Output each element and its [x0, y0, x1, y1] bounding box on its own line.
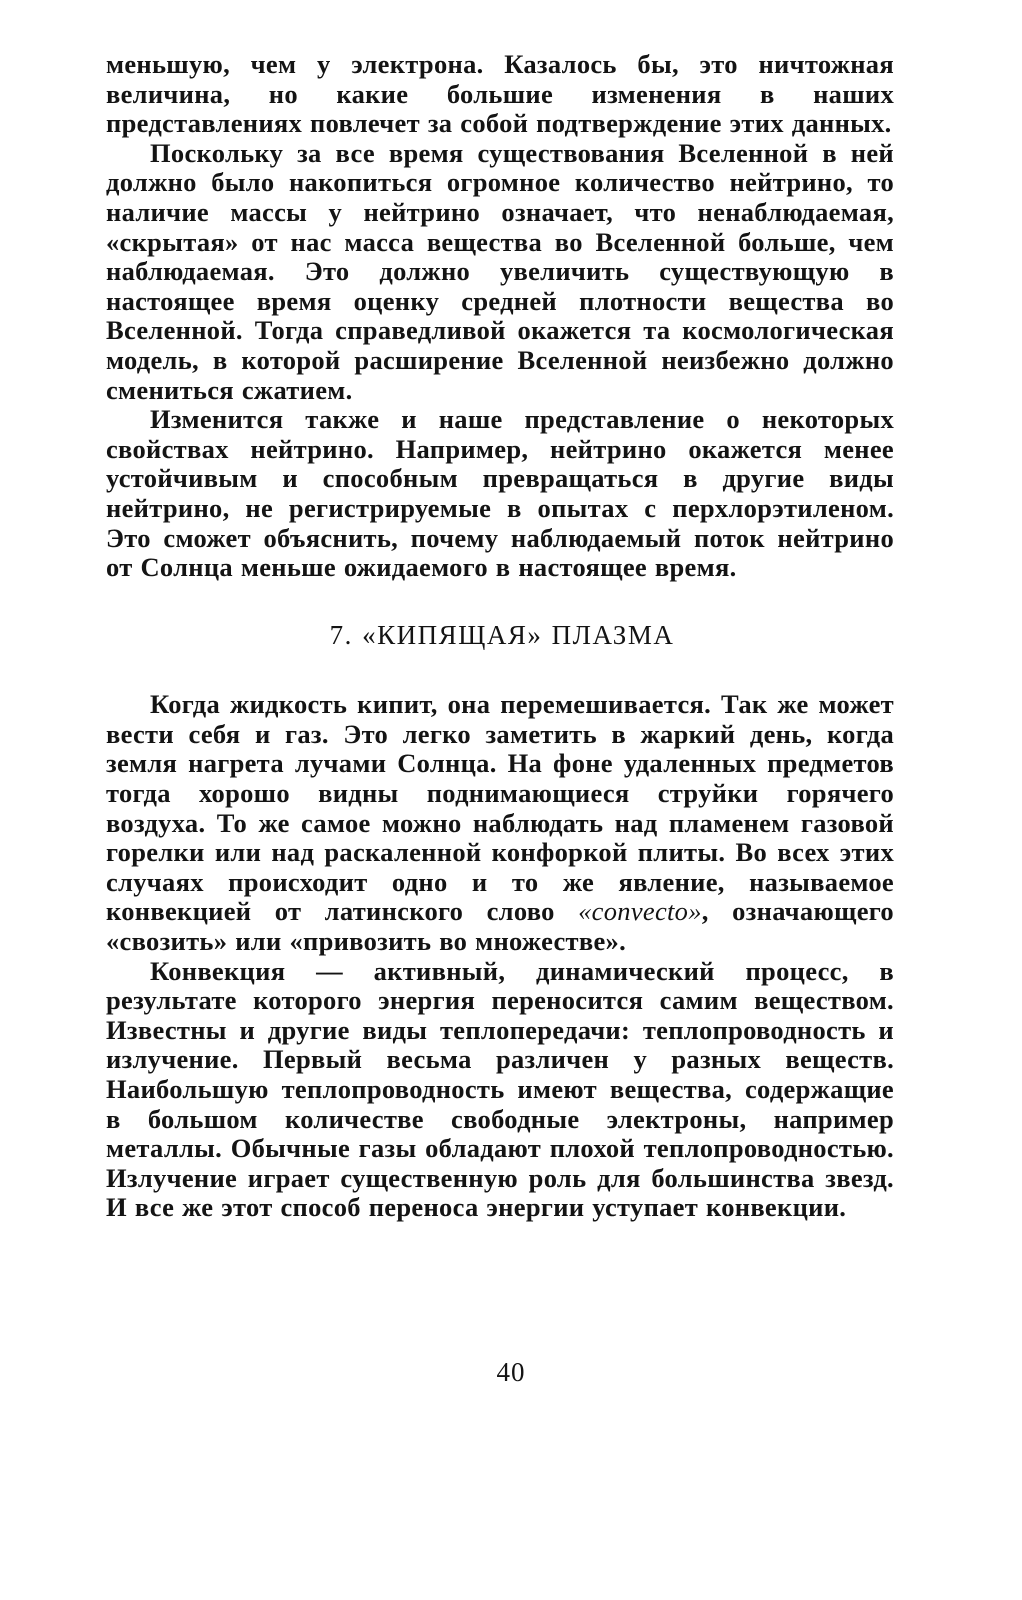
- convection-intro-text: Когда жидкость кипит, она перемешивается. Так же может вести себя и газ. Это легко заметить в жаркий день, когда земля нагрета лучами Солнца. На фоне удаленных предметов тогда хорошо видны поднимающиеся струйки горячего воздуха. То же самое можно наблюдать над пламенем газовой горелки или над раскаленной конфоркой плиты. Во всех этих случаях происходит одно и то же явление, называемое конвекцией от латинского слово: [106, 689, 894, 927]
- convection-intro-end: , означающего «свозить» или «привозить во множестве».: [106, 896, 894, 957]
- latin-term: «convecto»: [578, 896, 702, 927]
- paragraph-continuation: меньшую, чем у электрона. Казалось бы, это ничтожная величина, но какие большие изменения в наших представлениях повлечет за собой подтверждение этих данных.: [106, 49, 894, 139]
- paragraph-hidden-mass: Поскольку за все время существования Вселенной в ней должно было накопиться огромное количество нейтрино, то наличие массы у нейтрино означает, что ненаблюдаемая, «скрытая» от нас масса вещества во Вселенной больше, чем наблюдаемая. Это должно увеличить существующую в настоящее время оценку средней плотности вещества во Вселенной. Тогда справедливой окажется та космологическая модель, в которой расширение Вселенной неизбежно должно смениться сжатием.: [106, 137, 894, 405]
- paragraph-convection-intro: [106, 690, 894, 956]
- paragraph-neutrino-properties: Изменится также и наше представление о некоторых свойствах нейтрино. Например, нейтрино окажется менее устойчивым и способным превращаться в другие виды нейтрино, не регистрируемые в опытах с перхлорэтиленом. Это сможет объяснить, почему наблюдаемый поток нейтрино от Солнца меньше ожидаемого в настоящее время.: [106, 404, 894, 583]
- section-heading: 7. «КИПЯЩАЯ» ПЛАЗМА: [329, 619, 675, 650]
- paragraph-heat-transfer: Конвекция — активный, динамический процесс, в результате которого энергия переносится самим веществом. Известны и другие виды теплопередачи: теплопроводность и излучение. Первый весьма различен у разных веществ. Наибольшую теплопроводность имеют вещества, содержащие в большом количестве свободные электроны, например металлы. Обычные газы обладают плохой теплопроводностью. Излучение играет существенную роль для большинства звезд. И все же этот способ переноса энергии уступает конвекции.: [106, 955, 894, 1223]
- text-column: [106, 50, 894, 1223]
- page-number: 40: [496, 1357, 526, 1387]
